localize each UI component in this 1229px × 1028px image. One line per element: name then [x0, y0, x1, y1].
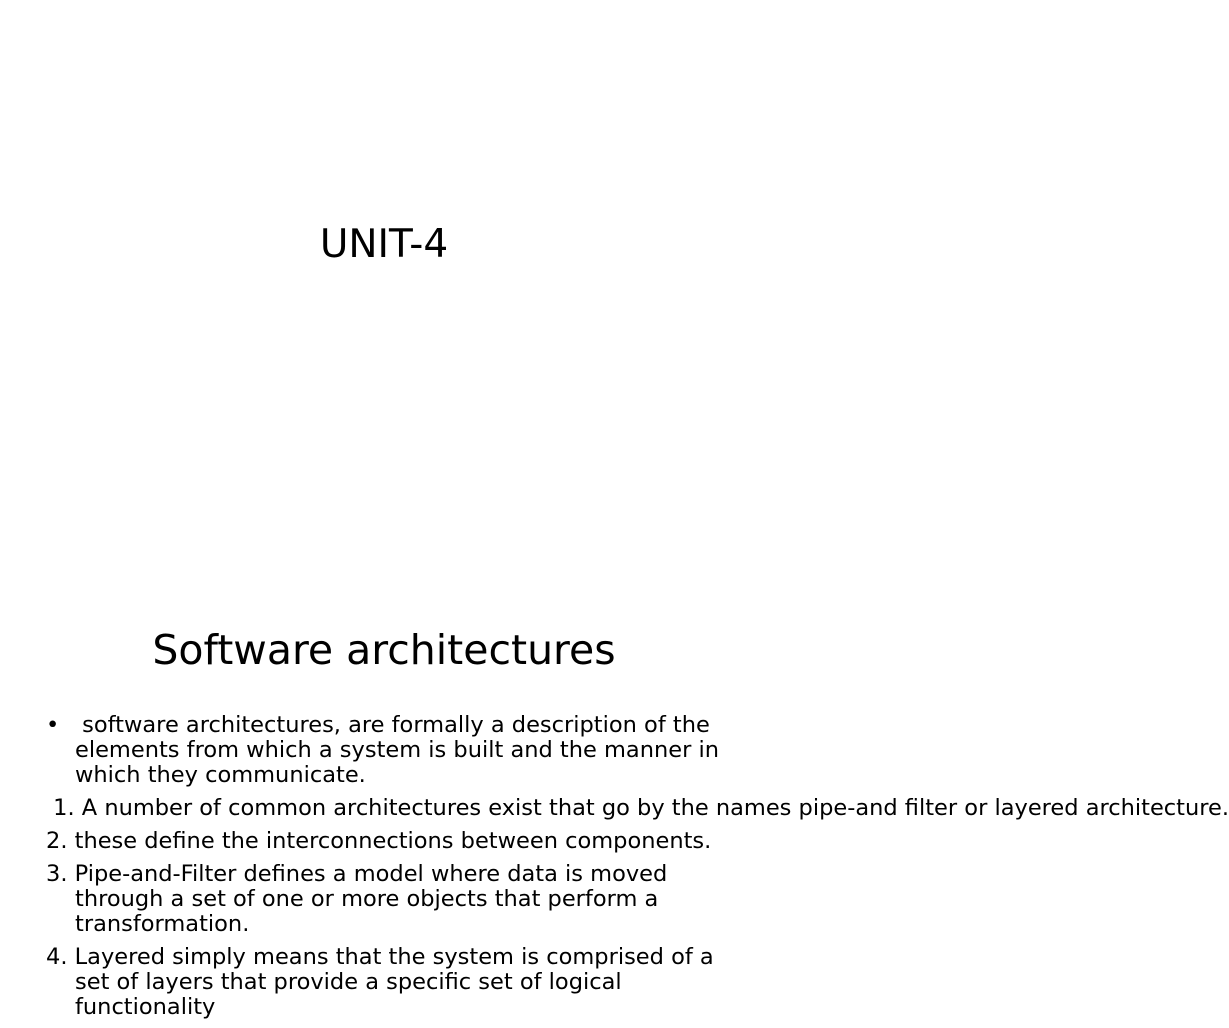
- content-slide: [0, 576, 1229, 1024]
- list-item: [46, 713, 736, 788]
- slide-heading: Software architectures: [152, 626, 616, 674]
- list-item-text: 4. Layered simply means that the system is comprised of a set of layers that provide a specific set of logical functionality: [46, 944, 714, 1020]
- slide-body-list: [46, 712, 1229, 1028]
- title-slide: [0, 0, 768, 576]
- list-item-text: software architectures, are formally a description of the elements from which a system is built and the manner in which they communicate.: [75, 712, 719, 788]
- list-item: [46, 795, 1229, 821]
- list-item-text: 3. Pipe-and-Filter defines a model where data is moved through a set of one or more objects that perform a transformation.: [46, 861, 668, 937]
- bullet-icon: •: [46, 712, 60, 738]
- list-item: [46, 945, 736, 1020]
- list-item-text: 1. A number of common architectures exist that go by the names pipe-and filter or layered architecture.: [46, 795, 1229, 821]
- slide-title: UNIT-4: [319, 222, 449, 267]
- list-item-text: 2. these define the interconnections between components.: [46, 828, 712, 854]
- list-item: [46, 829, 736, 854]
- list-item: [46, 862, 736, 937]
